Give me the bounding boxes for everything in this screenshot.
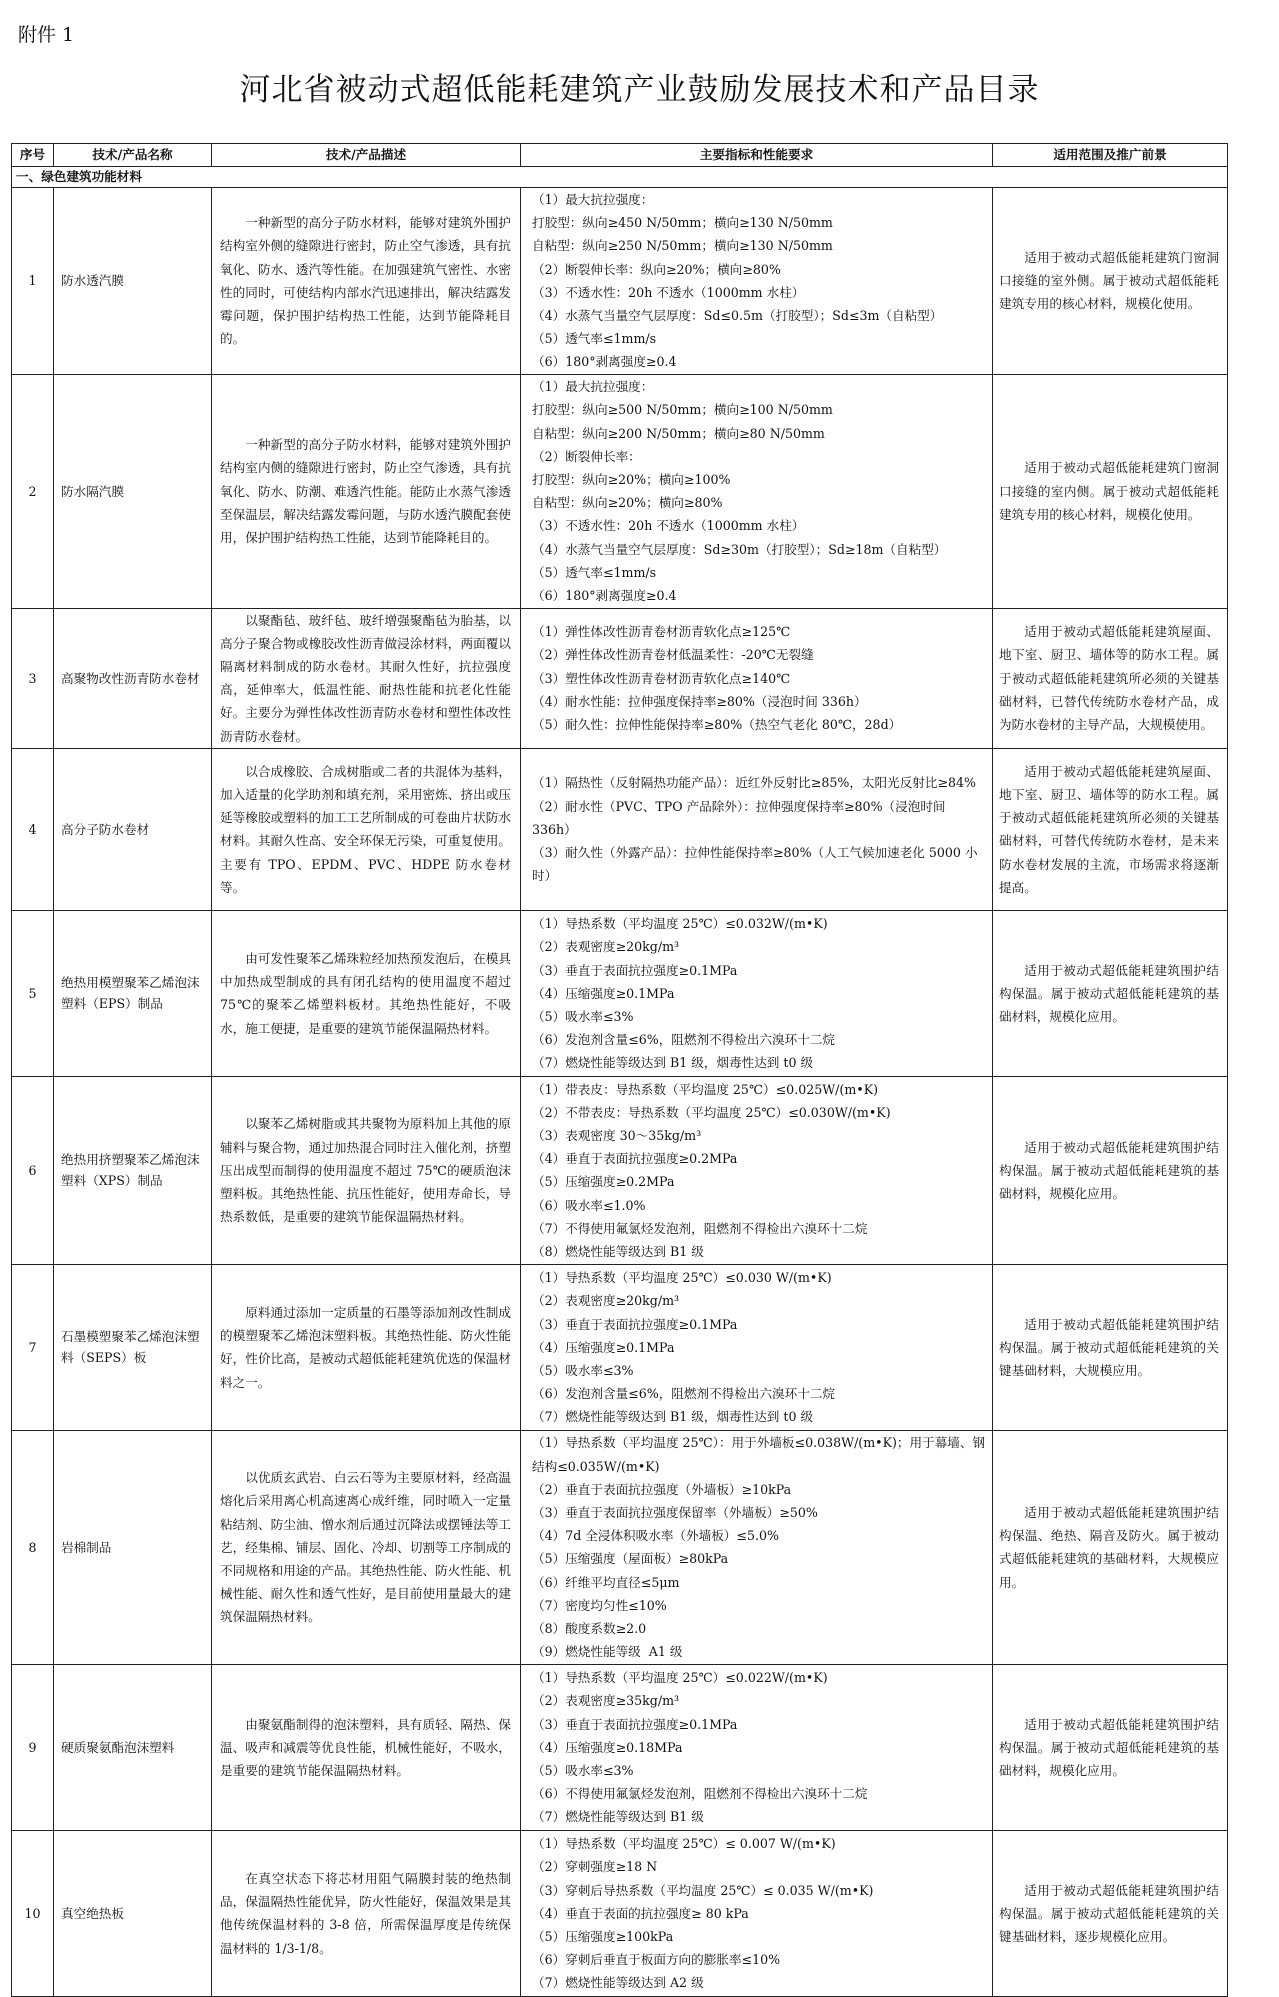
indicator-list [521, 1664, 993, 1830]
table-row [12, 374, 1228, 608]
indicator-line: 打胶型：纵向≥20%；横向≥100% [532, 471, 731, 487]
indicator-line: （9）燃烧性能等级 A1 级 [532, 1644, 683, 1660]
indicator-line: （4）压缩强度≥0.1MPa [532, 985, 675, 1001]
application-scope [993, 608, 1228, 748]
indicator-list [521, 748, 993, 910]
application-scope [993, 188, 1228, 375]
indicator-line: （4）水蒸气当量空气层厚度：Sd≥30m（打胶型）；Sd≥18m（自粘型） [532, 541, 947, 557]
application-scope [993, 374, 1228, 608]
table-row [12, 748, 1228, 910]
product-name: 真空绝热板 [54, 1830, 212, 1996]
product-name: 岩棉制品 [54, 1430, 212, 1664]
table-header-row [12, 144, 1228, 167]
indicator-line: （1）导热系数（平均温度 25℃）：用于外墙板≤0.038W/(m•K)；用于幕墙、钢结构≤0.035W/(m•K) [532, 1435, 986, 1474]
catalog-table [11, 143, 1228, 1997]
scope-text: 适用于被动式超低能耗建筑围护结构保温。属于被动式超低能耗建筑的基础材料，规模化应用。 [999, 1716, 1219, 1778]
product-name: 硬质聚氨酯泡沫塑料 [54, 1664, 212, 1830]
indicator-line: （2）穿刺强度≥18 N [532, 1859, 658, 1875]
indicator-line: （6）180°剥离强度≥0.4 [532, 354, 677, 370]
scope-text: 适用于被动式超低能耗建筑围护结构保温。属于被动式超低能耗建筑的关键基础材料，逐步规模化应用。 [999, 1882, 1219, 1944]
indicator-line: （3）耐久性（外露产品）：拉伸性能保持率≥80%（人工气候加速老化 5000 小时） [532, 844, 978, 884]
indicator-line: （6）吸水率≤1.0% [532, 1197, 646, 1213]
indicator-line: （4）垂直于表面抗拉强度≥0.2MPa [532, 1151, 738, 1167]
header-num: 序号 [12, 144, 54, 167]
indicator-line: （5）压缩强度≥100kPa [532, 1928, 674, 1944]
table-row [12, 1430, 1228, 1664]
indicator-line: （6）180°剥离强度≥0.4 [532, 587, 677, 603]
indicator-line: 自粘型：纵向≥200 N/50mm；横向≥80 N/50mm [532, 425, 825, 441]
indicator-list [521, 1264, 993, 1430]
indicator-line: （3）垂直于表面抗拉强度≥0.1MPa [532, 1316, 738, 1332]
indicator-line: （5）耐久性：拉伸性能保持率≥80%（热空气老化 80℃，28d） [532, 717, 902, 733]
indicator-line: （2）表观密度≥20kg/m³ [532, 1293, 680, 1309]
header-scope: 适用范围及推广前景 [993, 144, 1228, 167]
indicator-line: （2）不带表皮：导热系数（平均温度 25℃）≤0.030W/(m•K) [532, 1104, 891, 1120]
indicator-line: （7）燃烧性能等级达到 B1 级，烟毒性达到 t0 级 [532, 1055, 814, 1071]
indicator-line: （8）燃烧性能等级达到 B1 级 [532, 1243, 704, 1259]
indicator-line: （2）垂直于表面抗拉强度（外墙板）≥10kPa [532, 1481, 792, 1497]
description-text: 由聚氨酯制得的泡沫塑料，具有质轻、隔热、保温、吸声和减震等优良性能，机械性能好，不吸水，是重要的建筑节能保温隔热材料。 [220, 1716, 511, 1778]
application-scope [993, 1076, 1228, 1264]
indicator-list [521, 1076, 993, 1264]
header-indicators: 主要指标和性能要求 [521, 144, 993, 167]
indicator-line: （3）塑性体改性沥青卷材沥青软化点≥140℃ [532, 670, 791, 686]
indicator-line: （4）压缩强度≥0.1MPa [532, 1339, 675, 1355]
product-description [212, 1430, 521, 1664]
indicator-line: （1）导热系数（平均温度 25℃）≤ 0.007 W/(m•K) [532, 1836, 836, 1852]
product-description [212, 910, 521, 1076]
indicator-line: （6）发泡剂含量≤6%，阻燃剂不得检出六溴环十二烷 [532, 1386, 836, 1402]
description-text: 原料通过添加一定质量的石墨等添加剂改性制成的模塑聚苯乙烯泡沫塑料板。其绝热性能、防火性能好，性价比高，是被动式超低能耗建筑优选的保温材料之一。 [220, 1304, 511, 1390]
application-scope [993, 1264, 1228, 1430]
indicator-line: （2）耐水性（PVC、TPO 产品除外）：拉伸强度保持率≥80%（浸泡时间 336h） [532, 798, 950, 837]
indicator-line: （1）隔热性（反射隔热功能产品）：近红外反射比≥85%，太阳光反射比≥84% [532, 775, 977, 791]
indicator-line: 打胶型：纵向≥500 N/50mm；横向≥100 N/50mm [532, 402, 833, 418]
description-text: 以优质玄武岩、白云石等为主要原材料，经高温熔化后采用离心机高速离心成纤维，同时喷入一定量粘结剂、防尘油、憎水剂后通过沉降法或摆锤法等工艺，经集棉、铺层、固化、冷却、切割等工序制成的不同规格和用途的产品。其绝热性能、防火性能、机械性能、耐久性和透气性好，是目前使用量最大的建筑保温隔热材料。 [220, 1470, 511, 1625]
description-text: 以聚苯乙烯树脂或其共聚物为原料加上其他的原辅料与聚合物，通过加热混合同时注入催化剂，挤塑压出成型而制得的使用温度不超过 75℃的硬质泡沫塑料板。其绝热性能、抗压性能好，使用寿命长，导热系数低，是重要的建筑节能保温隔热材料。 [220, 1116, 511, 1225]
product-description [212, 1830, 521, 1996]
description-text: 由可发性聚苯乙烯珠粒经加热预发泡后，在模具中加热成型制成的具有闭孔结构的使用温度不超过 75℃的聚苯乙烯塑料板材。其绝热性能好，不吸水，施工便捷，是重要的建筑节能保温隔热材料。 [220, 950, 511, 1036]
product-description [212, 748, 521, 910]
indicator-list [521, 374, 993, 608]
indicator-line: 自粘型：纵向≥20%；横向≥80% [532, 495, 723, 511]
product-description [212, 1664, 521, 1830]
indicator-line: （4）耐水性能：拉伸强度保持率≥80%（浸泡时间 336h） [532, 693, 867, 709]
indicator-line: （5）吸水率≤3% [532, 1362, 634, 1378]
indicator-line: （4）水蒸气当量空气层厚度：Sd≤0.5m（打胶型）；Sd≤3m（自粘型） [532, 308, 943, 324]
row-number: 6 [12, 1076, 54, 1264]
product-name: 绝热用挤塑聚苯乙烯泡沫塑料（XPS）制品 [54, 1076, 212, 1264]
indicator-line: （5）透气率≤1mm/s [532, 331, 657, 347]
description-text: 以聚酯毡、玻纤毡、玻纤增强聚酯毡为胎基，以高分子聚合物或橡胶改性沥青做浸涂材料，两面覆以隔离材料制成的防水卷材。其耐久性好，抗拉强度高，延伸率大，低温性能、耐热性能和抗老化性能好。主要分为弹性体改性沥青防水卷材和塑性体改性沥青防水卷材。 [220, 612, 511, 744]
product-name: 绝热用模塑聚苯乙烯泡沫塑料（EPS）制品 [54, 910, 212, 1076]
indicator-line: （2）表观密度≥35kg/m³ [532, 1693, 680, 1709]
product-description [212, 1076, 521, 1264]
product-description [212, 1264, 521, 1430]
row-number: 10 [12, 1830, 54, 1996]
attachment-label: 附件 1 [18, 24, 75, 46]
indicator-line: （7）燃烧性能等级达到 A2 级 [532, 1975, 704, 1991]
indicator-line: 打胶型：纵向≥450 N/50mm；横向≥130 N/50mm [532, 215, 833, 231]
section-row [12, 167, 1228, 188]
product-description [212, 374, 521, 608]
scope-text: 适用于被动式超低能耗建筑门窗洞口接缝的室外侧。属于被动式超低能耗建筑专用的核心材料，规模化使用。 [999, 250, 1219, 312]
indicator-line: （6）纤维平均直径≤5μm [532, 1574, 680, 1590]
scope-text: 适用于被动式超低能耗建筑围护结构保温。属于被动式超低能耗建筑的基础材料，规模化应用。 [999, 962, 1219, 1024]
table-row [12, 1664, 1228, 1830]
row-number: 8 [12, 1430, 54, 1664]
indicator-line: （3）不透水性：20h 不透水（1000mm 水柱） [532, 518, 805, 534]
row-number: 4 [12, 748, 54, 910]
indicator-line: （7）燃烧性能等级达到 B1 级，烟毒性达到 t0 级 [532, 1409, 814, 1425]
indicator-line: （1）最大抗拉强度： [532, 379, 654, 395]
description-text: 一种新型的高分子防水材料，能够对建筑外围护结构室外侧的缝隙进行密封，防止空气渗透，具有抗氧化、防水、透汽等性能。在加强建筑气密性、水密性的同时，可使结构内部水汽迅速排出，解决结露发霉问题，保护围护结构热工性能，达到节能降耗目的。 [220, 215, 511, 347]
row-number: 7 [12, 1264, 54, 1430]
indicator-line: （3）垂直于表面抗拉强度≥0.1MPa [532, 962, 738, 978]
indicator-line: （6）穿刺后垂直于板面方向的膨胀率≤10% [532, 1952, 781, 1968]
scope-text: 适用于被动式超低能耗建筑围护结构保温。属于被动式超低能耗建筑的关键基础材料，大规模应用。 [999, 1316, 1219, 1378]
indicator-line: （3）不透水性：20h 不透水（1000mm 水柱） [532, 284, 805, 300]
indicator-line: （2）断裂伸长率： [532, 448, 641, 464]
application-scope [993, 1664, 1228, 1830]
indicator-line: （7）不得使用氟氯烃发泡剂，阻燃剂不得检出六溴环十二烷 [532, 1220, 868, 1236]
indicator-line: （4）压缩强度≥0.18MPa [532, 1739, 683, 1755]
table-row [12, 1264, 1228, 1430]
indicator-line: （2）弹性体改性沥青卷材低温柔性：-20℃无裂缝 [532, 647, 814, 663]
indicator-line: （5）压缩强度（屋面板）≥80kPa [532, 1551, 729, 1567]
application-scope [993, 1430, 1228, 1664]
indicator-line: （7）燃烧性能等级达到 B1 级 [532, 1809, 704, 1825]
product-name: 防水透汽膜 [54, 188, 212, 375]
description-text: 以合成橡胶、合成树脂或二者的共混体为基料，加入适量的化学助剂和填充剂，采用密炼、挤出或压延等橡胶或塑料的加工工艺所制成的可卷曲片状防水材料。其耐久性高、安全环保无污染，可重复使用。主要有 TPO、EPDM、PVC、HDPE 防水卷材等。 [220, 763, 511, 895]
table-row [12, 608, 1228, 748]
indicator-line: （6）发泡剂含量≤6%，阻燃剂不得检出六溴环十二烷 [532, 1032, 836, 1048]
scope-text: 适用于被动式超低能耗建筑围护结构保温、绝热、隔音及防火。属于被动式超低能耗建筑的基础材料，大规模应用。 [999, 1504, 1219, 1590]
indicator-line: （5）吸水率≤3% [532, 1008, 634, 1024]
product-name: 石墨模塑聚苯乙烯泡沫塑料（SEPS）板 [54, 1264, 212, 1430]
indicator-line: （6）不得使用氟氯烃发泡剂，阻燃剂不得检出六溴环十二烷 [532, 1786, 868, 1802]
header-desc: 技术/产品描述 [212, 144, 521, 167]
indicator-line: （3）垂直于表面抗拉强度保留率（外墙板）≥50% [532, 1504, 818, 1520]
product-description [212, 188, 521, 375]
application-scope [993, 748, 1228, 910]
product-name: 高分子防水卷材 [54, 748, 212, 910]
indicator-line: （2）表观密度≥20kg/m³ [532, 939, 680, 955]
header-name: 技术/产品名称 [54, 144, 212, 167]
indicator-line: （2）断裂伸长率：纵向≥20%；横向≥80% [532, 261, 781, 277]
row-number: 2 [12, 374, 54, 608]
indicator-line: （4）7d 全浸体积吸水率（外墙板）≤5.0% [532, 1528, 779, 1544]
scope-text: 适用于被动式超低能耗建筑门窗洞口接缝的室内侧。属于被动式超低能耗建筑专用的核心材料，规模化使用。 [999, 460, 1219, 522]
row-number: 1 [12, 188, 54, 375]
application-scope [993, 1830, 1228, 1996]
row-number: 3 [12, 608, 54, 748]
indicator-line: （1）导热系数（平均温度 25℃）≤0.030 W/(m•K) [532, 1270, 832, 1286]
table-row [12, 1830, 1228, 1996]
description-text: 在真空状态下将芯材用阻气隔膜封装的绝热制品，保温隔热性能优异，防火性能好，保温效果是其他传统保温材料的 3-8 倍，所需保温厚度是传统保温材料的 1/3-1/8。 [220, 1870, 511, 1956]
scope-text: 适用于被动式超低能耗建筑屋面、地下室、厨卫、墙体等的防水工程。属于被动式超低能耗建筑所必须的关键基础材料，可替代传统防水卷材，是未来防水卷材发展的主流，市场需求将逐渐提高。 [999, 763, 1219, 895]
indicator-line: （1）带表皮：导热系数（平均温度 25℃）≤0.025W/(m•K) [532, 1081, 879, 1097]
description-text: 一种新型的高分子防水材料，能够对建筑外围护结构室内侧的缝隙进行密封，防止空气渗透，具有抗氧化、防水、防潮、难透汽性能。能防止水蒸气渗透至保温层，解决结露发霉问题，与防水透汽膜配套使用，保护围护结构热工性能，达到节能降耗目的。 [220, 437, 511, 545]
indicator-line: （3）穿刺后导热系数（平均温度 25℃）≤ 0.035 W/(m•K) [532, 1882, 874, 1898]
table-row [12, 188, 1228, 375]
indicator-list [521, 910, 993, 1076]
table-row [12, 910, 1228, 1076]
indicator-list [521, 1430, 993, 1664]
section-heading: 一、绿色建筑功能材料 [12, 167, 1228, 188]
indicator-line: （3）表观密度 30～35kg/m³ [532, 1127, 702, 1143]
indicator-line: （5）吸水率≤3% [532, 1762, 634, 1778]
indicator-line: （8）酸度系数≥2.0 [532, 1620, 647, 1636]
product-name: 高聚物改性沥青防水卷材 [54, 608, 212, 748]
indicator-list [521, 1830, 993, 1996]
scope-text: 适用于被动式超低能耗建筑围护结构保温。属于被动式超低能耗建筑的基础材料，规模化应用。 [999, 1139, 1219, 1201]
indicator-line: （1）弹性体改性沥青卷材沥青软化点≥125℃ [532, 624, 791, 640]
row-number: 5 [12, 910, 54, 1076]
product-description [212, 608, 521, 748]
scope-text: 适用于被动式超低能耗建筑屋面、地下室、厨卫、墙体等的防水工程。属于被动式超低能耗建筑所必须的关键基础材料，已替代传统防水卷材产品，成为防水卷材的主导产品，大规模使用。 [999, 624, 1219, 733]
row-number: 9 [12, 1664, 54, 1830]
indicator-line: 自粘型：纵向≥250 N/50mm；横向≥130 N/50mm [532, 238, 833, 254]
indicator-line: （4）垂直于表面的抗拉强度≥ 80 kPa [532, 1905, 749, 1921]
indicator-line: （7）密度均匀性≤10% [532, 1597, 667, 1613]
indicator-list [521, 188, 993, 375]
indicator-line: （3）垂直于表面抗拉强度≥0.1MPa [532, 1716, 738, 1732]
indicator-line: （5）压缩强度≥0.2MPa [532, 1174, 675, 1190]
table-row [12, 1076, 1228, 1264]
page-title: 河北省被动式超低能耗建筑产业鼓励发展技术和产品目录 [239, 72, 1040, 108]
indicator-list [521, 608, 993, 748]
indicator-line: （1）导热系数（平均温度 25℃）≤0.032W/(m•K) [532, 916, 828, 932]
indicator-line: （1）导热系数（平均温度 25℃）≤0.022W/(m•K) [532, 1670, 828, 1686]
indicator-line: （1）最大抗拉强度： [532, 192, 654, 207]
application-scope [993, 910, 1228, 1076]
product-name: 防水隔汽膜 [54, 374, 212, 608]
indicator-line: （5）透气率≤1mm/s [532, 564, 657, 580]
